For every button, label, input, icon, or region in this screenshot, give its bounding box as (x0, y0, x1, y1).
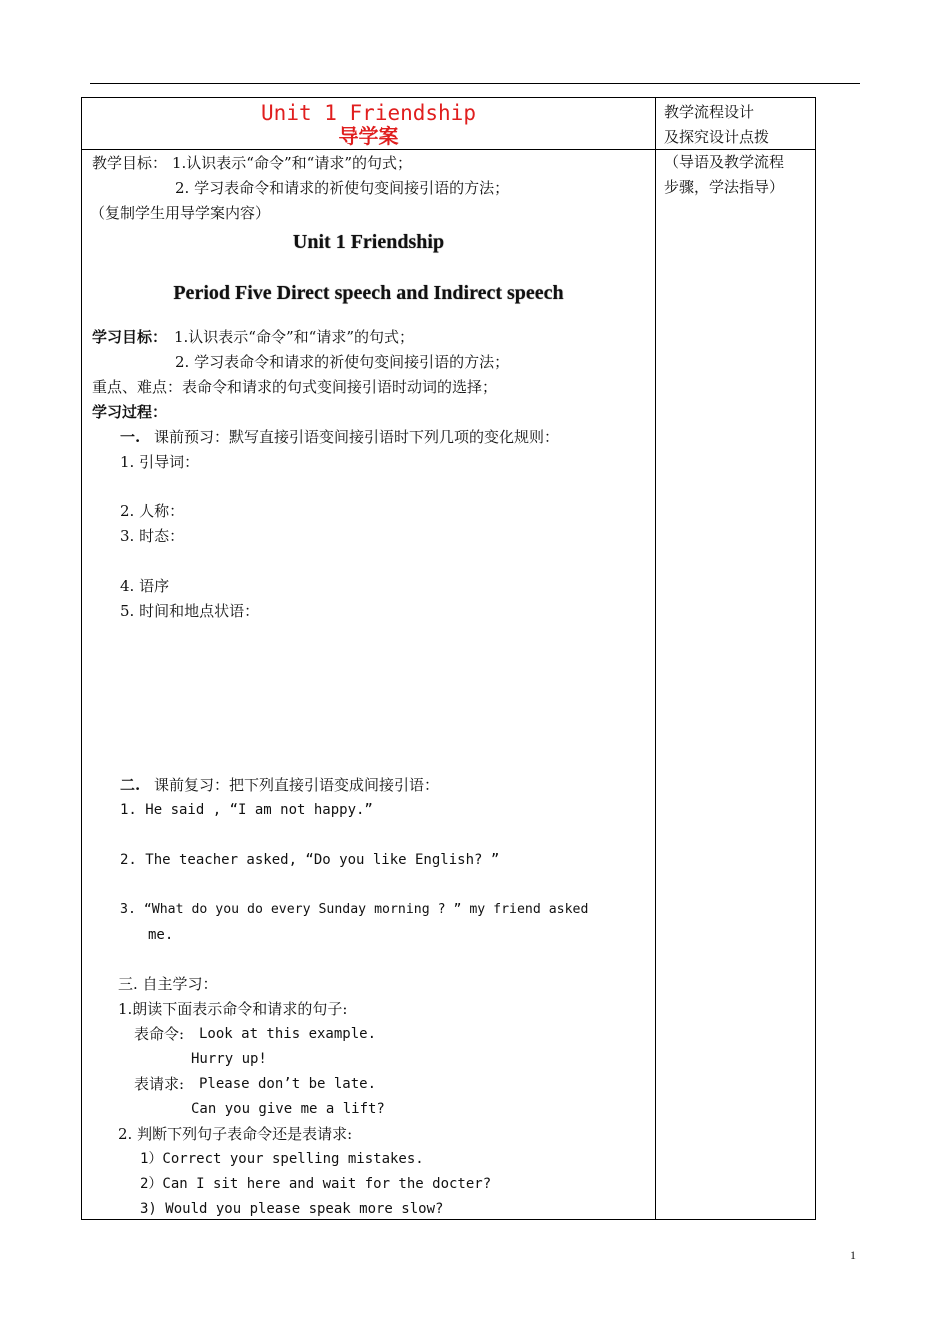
right-sub-2: 步骤，学法指导） (664, 178, 785, 196)
request-example: Please don’t be late. (199, 1076, 377, 1092)
title-cn: 导学案 (338, 124, 399, 148)
study-goal-2: 2. 学习表命令和请求的祈使句变间接引语的方法； (175, 353, 510, 371)
process-label: 学习过程： (92, 403, 168, 421)
header-rule (90, 83, 860, 84)
review-q3: 3. “What do you do every Sunday morning ? ” my friend asked (120, 902, 589, 917)
request-example: Can you give me a lift? (191, 1101, 385, 1117)
preview-item: 3. 时态： (120, 527, 185, 545)
self-step-2: 2. 判断下列句子表命令还是表请求: (118, 1125, 353, 1143)
goal-2: 2. 学习表命令和请求的祈使句变间接引语的方法； (175, 179, 510, 197)
preview-item: 2. 人称： (120, 502, 185, 520)
command-label: 表命令: (134, 1025, 185, 1043)
goal-1: 1.认识表示“命令”和“请求”的句式； (172, 154, 412, 172)
preview-heading: 课前预习：默写直接引语变间接引语时下列几项的变化规则： (154, 428, 560, 446)
review-q2: 2. The teacher asked, “Do you like English? ” (120, 852, 500, 868)
right-head-2: 及探究设计点拨 (664, 128, 770, 146)
self-step-1: 1.朗读下面表示命令和请求的句子: (118, 1000, 348, 1018)
preview-num: 一. (120, 428, 141, 446)
self-heading: 三. 自主学习： (118, 975, 218, 993)
review-num: 二. (120, 776, 141, 794)
preview-item: 4. 语序 (120, 577, 170, 595)
right-head-1: 教学流程设计 (664, 103, 755, 121)
study-goal-1: 1.认识表示“命令”和“请求”的句式； (174, 328, 414, 346)
title-en: Unit 1 Friendship (261, 101, 476, 125)
request-label: 表请求: (134, 1075, 185, 1093)
goals-label: 教学目标： (92, 154, 168, 172)
judge-item: 2）Can I sit here and wait for the docter? (140, 1176, 492, 1192)
review-heading: 课前复习：把下列直接引语变成间接引语： (154, 776, 440, 794)
goals-note: （复制学生用导学案内容） (90, 204, 271, 222)
preview-item: 1. 引导词： (120, 453, 200, 471)
lesson-table (81, 97, 816, 1220)
review-q3-cont: me. (148, 927, 174, 943)
command-example: Look at this example. (199, 1026, 377, 1042)
subtitle-unit: Unit 1 Friendship (292, 231, 445, 253)
judge-item: 3) Would you please speak more slow? (140, 1201, 444, 1217)
review-q1: 1. He said , “I am not happy.” (120, 802, 373, 818)
preview-item: 5. 时间和地点状语： (120, 602, 260, 620)
study-goal-label: 学习目标： (92, 328, 168, 346)
right-sub-1: （导语及教学流程 (664, 153, 785, 171)
column-divider (655, 98, 656, 1219)
command-example: Hurry up! (191, 1051, 267, 1067)
key-points: 重点、难点：表命令和请求的句式变间接引语时动词的选择； (92, 378, 498, 396)
judge-item: 1）Correct your spelling mistakes. (140, 1151, 424, 1167)
page-number: 1 (850, 1248, 856, 1262)
subtitle-period: Period Five Direct speech and Indirect speech (173, 282, 564, 304)
